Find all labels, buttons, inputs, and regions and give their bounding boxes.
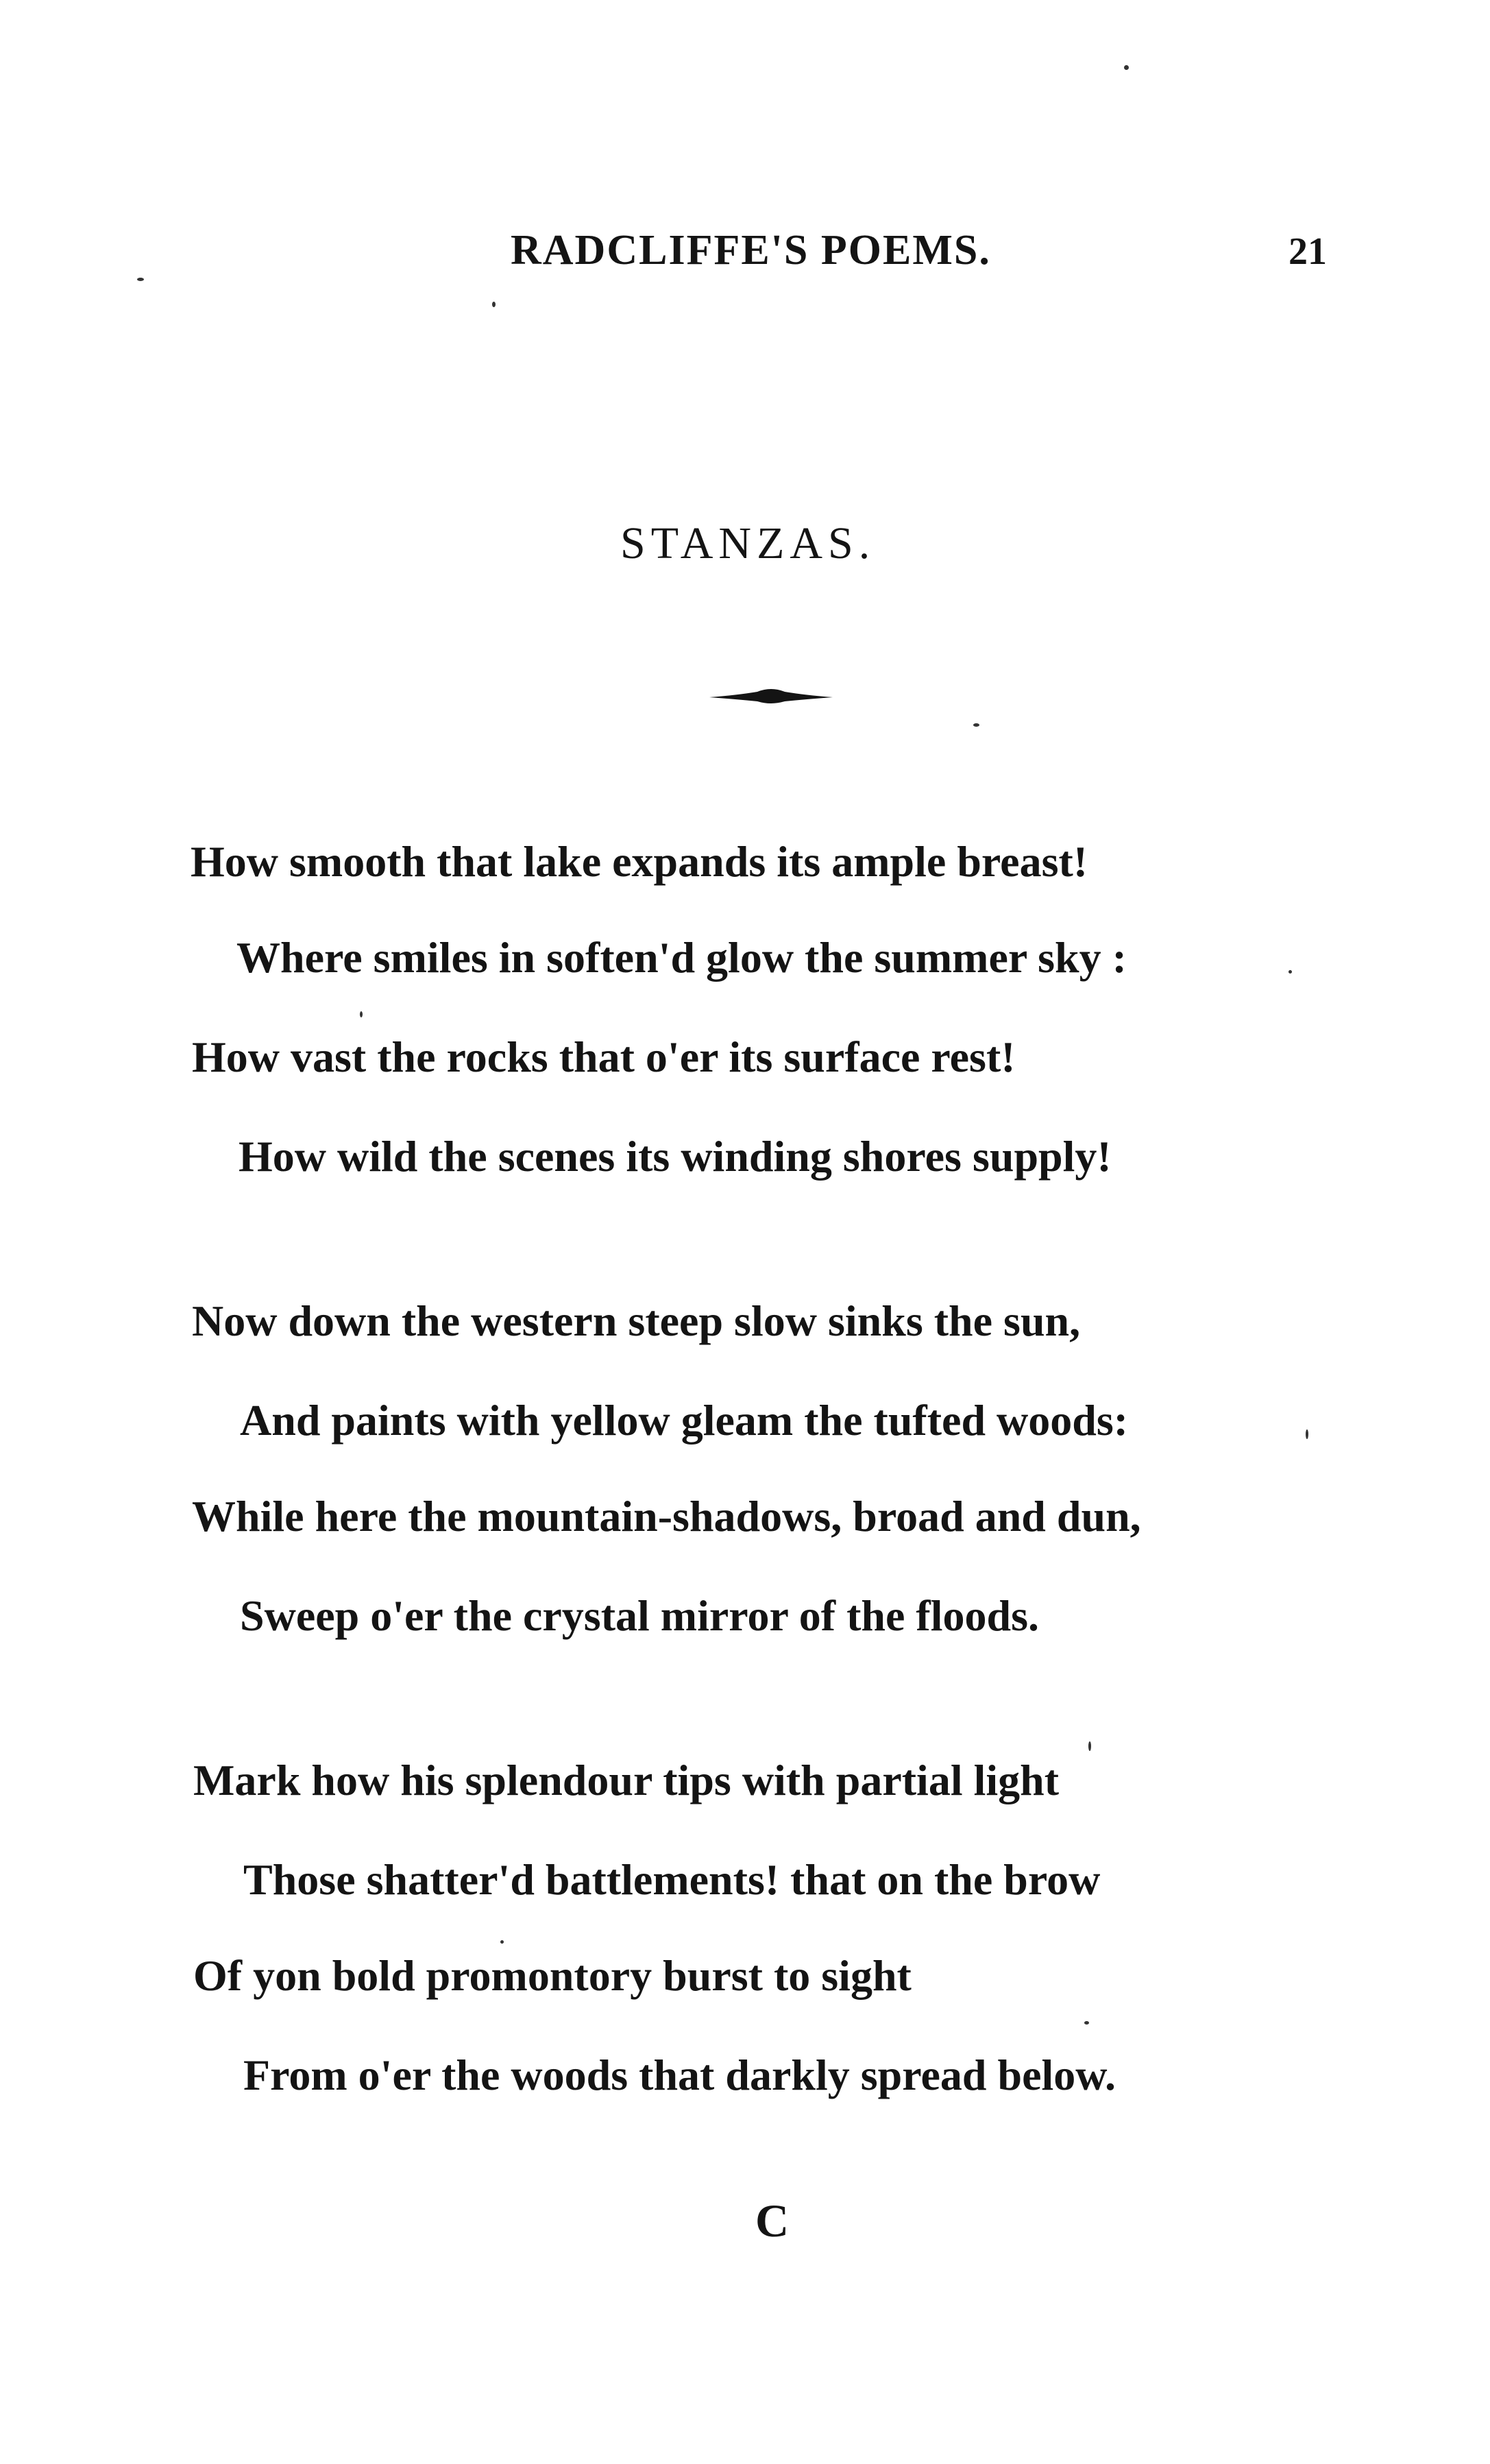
poem-title: STANZAS. bbox=[620, 518, 876, 568]
running-head: RADCLIFFE'S POEMS. bbox=[511, 227, 991, 274]
catchword: C bbox=[755, 2195, 790, 2247]
poem-line: Now down the western steep slow sinks the sun, bbox=[192, 1296, 1081, 1345]
page-number: 21 bbox=[1289, 230, 1327, 273]
poem-line: Mark how his splendour tips with partial light bbox=[193, 1756, 1060, 1804]
poem-line: And paints with yellow gleam the tufted woods: bbox=[240, 1396, 1129, 1445]
poem-line: Where smiles in soften'd glow the summer sky : bbox=[236, 933, 1127, 982]
poem-line: While here the mountain-shadows, broad and dun, bbox=[192, 1492, 1141, 1541]
poem-line: Of yon bold promontory burst to sight bbox=[193, 1951, 912, 2000]
poem-line: How smooth that lake expands its ample breast! bbox=[191, 837, 1088, 886]
print-speck bbox=[1124, 65, 1129, 70]
poem-line: How wild the scenes its winding shores supply! bbox=[239, 1132, 1112, 1181]
print-speck bbox=[1289, 970, 1292, 974]
print-speck bbox=[137, 278, 144, 281]
poem-line: How vast the rocks that o'er its surface rest! bbox=[192, 1032, 1016, 1081]
poem-line: Sweep o'er the crystal mirror of the floods. bbox=[240, 1591, 1039, 1640]
poem-line: Those shatter'd battlements! that on the brow bbox=[243, 1855, 1101, 1904]
print-speck bbox=[973, 723, 979, 727]
poem-line: From o'er the woods that darkly spread below. bbox=[243, 2051, 1116, 2099]
print-speck bbox=[500, 1940, 504, 1944]
print-speck bbox=[1084, 2021, 1089, 2025]
print-speck bbox=[1088, 1741, 1091, 1751]
print-speck bbox=[360, 1011, 363, 1017]
ornament-rule-icon bbox=[709, 682, 833, 710]
print-speck bbox=[1306, 1429, 1308, 1439]
print-speck bbox=[492, 302, 496, 307]
